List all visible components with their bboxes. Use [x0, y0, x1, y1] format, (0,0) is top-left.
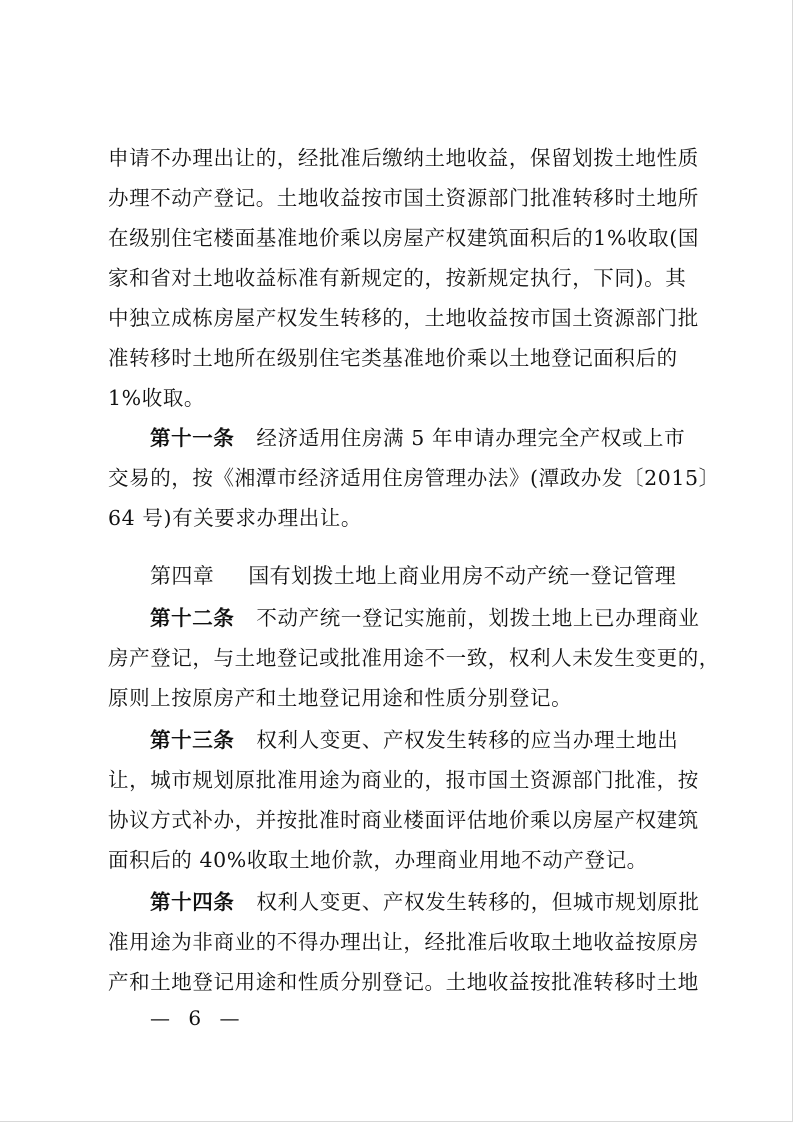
- paragraph-line: 协议方式补办，并按批准时商业楼面评估地价乘以房屋产权建筑: [108, 808, 699, 832]
- paragraph-line: 准转移时土地所在级别住宅类基准地价乘以土地登记面积后的: [108, 346, 678, 370]
- article-14-first-line: [150, 887, 698, 917]
- article-11-text: 经济适用住房满 5 年申请办理完全产权或上市: [256, 426, 686, 450]
- article-11-title: 第十一条: [150, 426, 235, 450]
- paragraph-line: 家和省对土地收益标准有新规定的，按新规定执行，下同)。其: [108, 266, 687, 290]
- article-13-text: 权利人变更、产权发生转移的应当办理土地出: [256, 728, 679, 752]
- paragraph-line: 产和土地登记用途和性质分别登记。土地收益按批准转移时土地: [108, 970, 699, 994]
- paragraph-line: 准用途为非商业的不得办理出让，经批准后收取土地收益按原房: [108, 930, 699, 954]
- paragraph-line: 面积后的 40%收取土地价款，办理商业用地不动产登记。: [108, 848, 648, 872]
- paragraph-line: 交易的，按《湘潭市经济适用住房管理办法》(潭政办发〔2015〕: [108, 466, 720, 490]
- paragraph-line: 原则上按原房产和土地登记用途和性质分别登记。: [108, 686, 573, 710]
- article-13-first-line: [150, 725, 698, 755]
- paragraph-line: 64 号)有关要求办理出让。: [108, 506, 362, 530]
- paragraph-line: 中独立成栋房屋产权发生转移的，土地收益按市国土资源部门批: [108, 306, 699, 330]
- article-12-text: 不动产统一登记实施前，划拨土地上已办理商业: [256, 606, 700, 630]
- paragraph-line: 房产登记，与土地登记或批准用途不一致，权利人未发生变更的，: [108, 646, 720, 670]
- paragraph-line: 办理不动产登记。土地收益按市国土资源部门批准转移时土地所: [108, 186, 699, 210]
- paragraph-line: 让，城市规划原批准用途为商业的，报市国土资源部门批准，按: [108, 768, 699, 792]
- page-number: — 6 —: [150, 1006, 246, 1030]
- paragraph-line: 1%收取。: [108, 386, 206, 410]
- article-14-title: 第十四条: [150, 890, 235, 914]
- article-13-title: 第十三条: [150, 728, 235, 752]
- chapter-heading: [150, 561, 710, 591]
- paragraph-line: 在级别住宅楼面基准地价乘以房屋产权建筑面积后的1%收取(国: [108, 226, 699, 250]
- chapter-title: 国有划拨土地上商业用房不动产统一登记管理: [248, 564, 677, 588]
- article-12-first-line: [150, 603, 698, 633]
- article-12-title: 第十二条: [150, 606, 235, 630]
- article-11-first-line: [150, 423, 698, 453]
- paragraph-line: 申请不办理出让的，经批准后缴纳土地收益，保留划拨土地性质: [108, 146, 699, 170]
- chapter-number: 第四章: [150, 564, 215, 588]
- article-14-text: 权利人变更、产权发生转移的，但城市规划原批: [256, 890, 700, 914]
